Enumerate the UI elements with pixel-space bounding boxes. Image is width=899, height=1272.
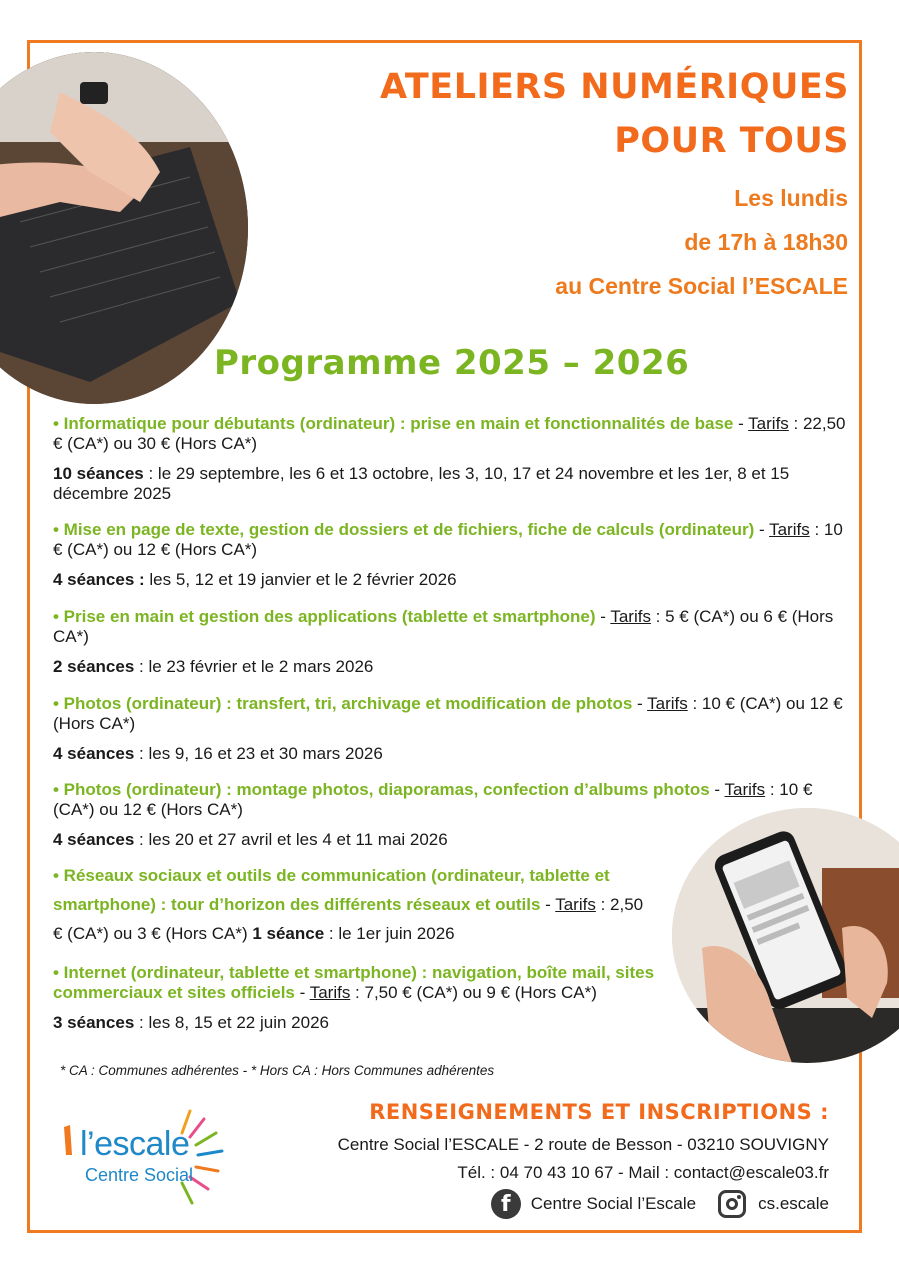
tarifs-label: Tarifs — [610, 607, 651, 626]
sessions-dates: : le 23 février et le 2 mars 2026 — [134, 657, 374, 676]
sessions-label: 4 séances : — [53, 570, 150, 589]
main-title-line-1: ATELIERS NUMÉRIQUES — [380, 67, 849, 107]
tarifs-label: Tarifs — [769, 520, 810, 539]
main-title-line-2: POUR TOUS — [614, 121, 849, 161]
schedule-location: au Centre Social l’ESCALE — [555, 273, 848, 299]
facebook-icon[interactable]: f — [491, 1189, 521, 1219]
sessions-label: 1 séance — [252, 924, 325, 943]
separator: - — [709, 780, 725, 799]
workshop-item — [53, 520, 848, 590]
sessions-dates: : le 29 septembre, les 6 et 13 octobre, les 3, 10, 17 et 24 novembre et les 1er, 8 et 15 décembre 2025 — [53, 464, 790, 503]
sessions-dates: : les 9, 16 et 23 et 30 mars 2026 — [134, 744, 383, 763]
workshop-item — [53, 780, 848, 850]
tarifs-value: : 5 € (CA*) ou 6 € (Hors CA*) — [53, 607, 834, 646]
instagram-icon[interactable] — [718, 1190, 746, 1218]
sessions-label: 10 séances — [53, 464, 144, 483]
separator: - — [540, 895, 556, 914]
workshop-title: • Réseaux sociaux et outils de communication (ordinateur, tablette et smartphone) : tour d’horizon des différents réseaux et outils — [53, 866, 610, 914]
sessions-dates: : les 20 et 27 avril et les 4 et 11 mai 2026 — [134, 830, 448, 849]
contact-title: RENSEIGNEMENTS ET INSCRIPTIONS : — [369, 1100, 829, 1124]
instagram-handle[interactable]: cs.escale — [758, 1194, 829, 1213]
workshop-item — [53, 414, 848, 504]
facebook-name[interactable]: Centre Social l’Escale — [530, 1194, 697, 1213]
tarifs-label: Tarifs — [555, 895, 596, 914]
sessions-dates: : les 8, 15 et 22 juin 2026 — [134, 1013, 329, 1032]
separator: - — [595, 607, 611, 626]
separator: - — [632, 694, 648, 713]
workshop-item — [53, 861, 653, 948]
separator: - — [294, 983, 310, 1002]
tarifs-label: Tarifs — [724, 780, 766, 799]
workshop-item — [53, 963, 703, 1033]
schedule-day: Les lundis — [734, 185, 848, 211]
workshop-title: • Internet (ordinateur, tablette et smartphone) : navigation, boîte mail, sites commerciaux et sites officiels — [53, 963, 655, 1002]
contact-address: Centre Social l’ESCALE - 2 route de Besson - 03210 SOUVIGNY — [337, 1135, 829, 1154]
logo-subtitle: Centre Social — [85, 1165, 194, 1185]
footnote: * CA : Communes adhérentes - * Hors CA : Hors Communes adhérentes — [60, 1063, 495, 1078]
tarifs-value: : 10 € (CA*) ou 12 € (Hors CA*) — [53, 694, 843, 733]
workshop-item — [53, 607, 848, 677]
logo-name: l’escale — [80, 1125, 190, 1163]
sessions-label: 2 séances — [53, 657, 135, 676]
escale-logo — [58, 1105, 238, 1210]
tarifs-value: : 10 € (CA*) ou 12 € (Hors CA*) — [53, 780, 813, 819]
tarifs-value: : 22,50 € (CA*) ou 30 € (Hors CA*) — [53, 414, 846, 453]
sessions-label: 4 séances — [53, 830, 135, 849]
tarifs-label: Tarifs — [309, 983, 351, 1002]
sessions-dates: les 5, 12 et 19 janvier et le 2 février 2026 — [149, 570, 457, 589]
tarifs-label: Tarifs — [748, 414, 789, 433]
social-links — [491, 1189, 829, 1219]
schedule-time: de 17h à 18h30 — [684, 229, 848, 255]
separator: - — [754, 520, 770, 539]
tarifs-value: : 7,50 € (CA*) ou 9 € (Hors CA*) — [350, 983, 597, 1002]
workshop-title: • Photos (ordinateur) : montage photos, diaporamas, confection d’albums photos — [53, 780, 710, 799]
workshop-title: • Photos (ordinateur) : transfert, tri, archivage et modification de photos — [53, 694, 633, 713]
contact-phone-mail: Tél. : 04 70 43 10 67 - Mail : contact@escale03.fr — [457, 1163, 829, 1182]
programme-title: Programme 2025 – 2026 — [214, 343, 690, 383]
workshop-item — [53, 694, 848, 764]
sessions-label: 4 séances — [53, 744, 135, 763]
workshop-title: • Mise en page de texte, gestion de dossiers et de fichiers, fiche de calculs (ordinateur) — [53, 520, 755, 539]
tarifs-value: : 2,50 € (CA*) ou 3 € (Hors CA*) — [53, 895, 644, 943]
sessions-label: 3 séances — [53, 1013, 135, 1032]
workshop-title: • Prise en main et gestion des applications (tablette et smartphone) — [53, 607, 596, 626]
sessions-dates: : le 1er juin 2026 — [324, 924, 455, 943]
tarifs-value: : 10 € (CA*) ou 12 € (Hors CA*) — [53, 520, 843, 559]
separator: - — [733, 414, 749, 433]
workshop-title: • Informatique pour débutants (ordinateur) : prise en main et fonctionnalités de base — [53, 414, 734, 433]
tarifs-label: Tarifs — [647, 694, 688, 713]
